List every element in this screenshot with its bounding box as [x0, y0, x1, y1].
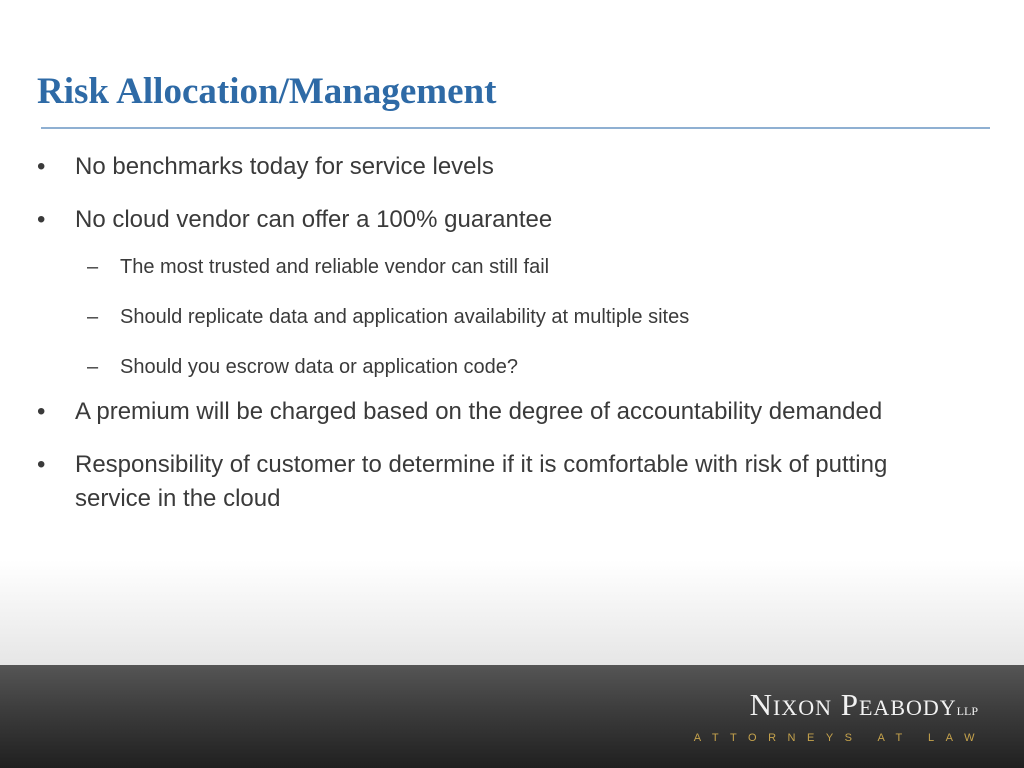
bullet-text: Responsibility of customer to determine if it is comfortable with risk of putting service in the cloud	[75, 451, 888, 512]
slide-title: Risk Allocation/Management	[37, 71, 497, 112]
firm-logo	[693, 687, 986, 745]
bullet-item	[0, 395, 1024, 429]
logo-name-text: Nixon Peabody	[749, 687, 957, 722]
logo-wordmark	[694, 687, 978, 729]
sub-bullet-item	[0, 353, 1024, 381]
bullet-item	[0, 203, 1024, 237]
bullet-marker: •	[37, 451, 46, 478]
bullet-marker: •	[37, 153, 46, 180]
bullet-text: No cloud vendor can offer a 100% guarantee	[75, 206, 553, 233]
bullet-text: No benchmarks today for service levels	[75, 153, 494, 180]
logo-tagline: ATTORNEYS AT LAW	[693, 732, 986, 744]
sub-bullet-text: The most trusted and reliable vendor can still fail	[120, 256, 550, 278]
sub-bullet-item	[0, 253, 1024, 281]
footer-bar	[0, 665, 1024, 768]
title-divider	[41, 127, 990, 129]
sub-bullet-text: Should you escrow data or application code?	[120, 356, 519, 378]
logo-llp-suffix: LLP	[956, 704, 978, 718]
sub-bullet-marker: –	[87, 356, 99, 378]
sub-bullet-text: Should replicate data and application availability at multiple sites	[120, 306, 690, 328]
sub-bullet-item	[0, 303, 1024, 331]
bullet-list	[0, 150, 1024, 535]
sub-bullet-marker: –	[87, 256, 99, 278]
bullet-item	[0, 448, 1024, 516]
bullet-text: A premium will be charged based on the degree of accountability demanded	[75, 398, 883, 425]
bullet-item	[0, 150, 1024, 184]
bullet-marker: •	[37, 206, 46, 233]
bullet-marker: •	[37, 398, 46, 425]
sub-bullet-marker: –	[87, 306, 99, 328]
